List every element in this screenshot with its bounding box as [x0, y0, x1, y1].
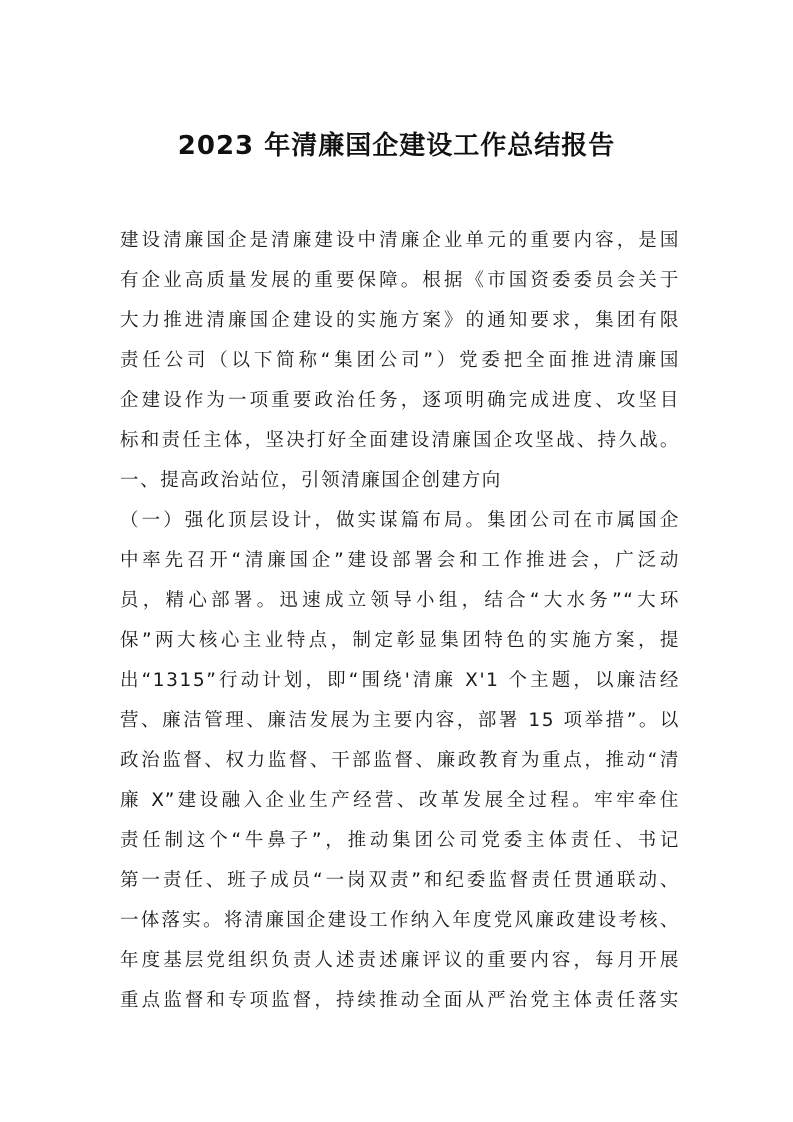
paragraph-line: 政治监督、权力监督、干部监督、廉政教育为重点，推动“清 — [120, 750, 680, 771]
paragraph-line: 责任制这个“牛鼻子”，推动集团公司党委主体责任、书记 — [120, 830, 680, 851]
paragraph-line: 中率先召开“清廉国企”建设部署会和工作推进会，广泛动 — [120, 550, 680, 571]
paragraph-line: 大力推进清廉国企建设的实施方案》的通知要求，集团有限 — [120, 310, 680, 331]
paragraph-line: 建设清廉国企是清廉建设中清廉企业单元的重要内容，是国 — [120, 230, 680, 251]
paragraph-line: 出“1315”行动计划，即“围绕'清廉 X'1 个主题，以廉洁经 — [120, 670, 680, 691]
document-body — [120, 221, 680, 1021]
section-heading: 一、提高政治站位，引领清廉国企创建方向 — [120, 470, 502, 491]
paragraph-line: 重点监督和专项监督，持续推动全面从严治党主体责任落实 — [120, 990, 680, 1011]
paragraph-line: 年度基层党组织负责人述责述廉评议的重要内容，每月开展 — [120, 950, 680, 971]
paragraph-line: 一体落实。将清廉国企建设工作纳入年度党风廉政建设考核、 — [120, 910, 680, 931]
paragraph-line: （一）强化顶层设计，做实谋篇布局。集团公司在市属国企 — [120, 510, 680, 531]
paragraph-line: 企建设作为一项重要政治任务，逐项明确完成进度、攻坚目 — [120, 390, 680, 411]
paragraph-line: 标和责任主体，坚决打好全面建设清廉国企攻坚战、持久战。 — [120, 430, 680, 451]
paragraph-line: 员，精心部署。迅速成立领导小组，结合“大水务”“大环 — [120, 590, 680, 611]
paragraph-line: 廉 X”建设融入企业生产经营、改革发展全过程。牢牢牵住 — [120, 790, 680, 811]
paragraph-line: 责任公司（以下简称“集团公司”）党委把全面推进清廉国 — [120, 350, 680, 371]
paragraph-line: 第一责任、班子成员“一岗双责”和纪委监督责任贯通联动、 — [120, 870, 680, 891]
paragraph-line: 营、廉洁管理、廉洁发展为主要内容，部署 15 项举措”。以 — [120, 710, 680, 731]
document-title: 2023 年清廉国企建设工作总结报告 — [177, 131, 616, 161]
paragraph-line: 保”两大核心主业特点，制定彰显集团特色的实施方案，提 — [120, 630, 680, 651]
paragraph-line: 有企业高质量发展的重要保障。根据《市国资委委员会关于 — [120, 270, 680, 291]
